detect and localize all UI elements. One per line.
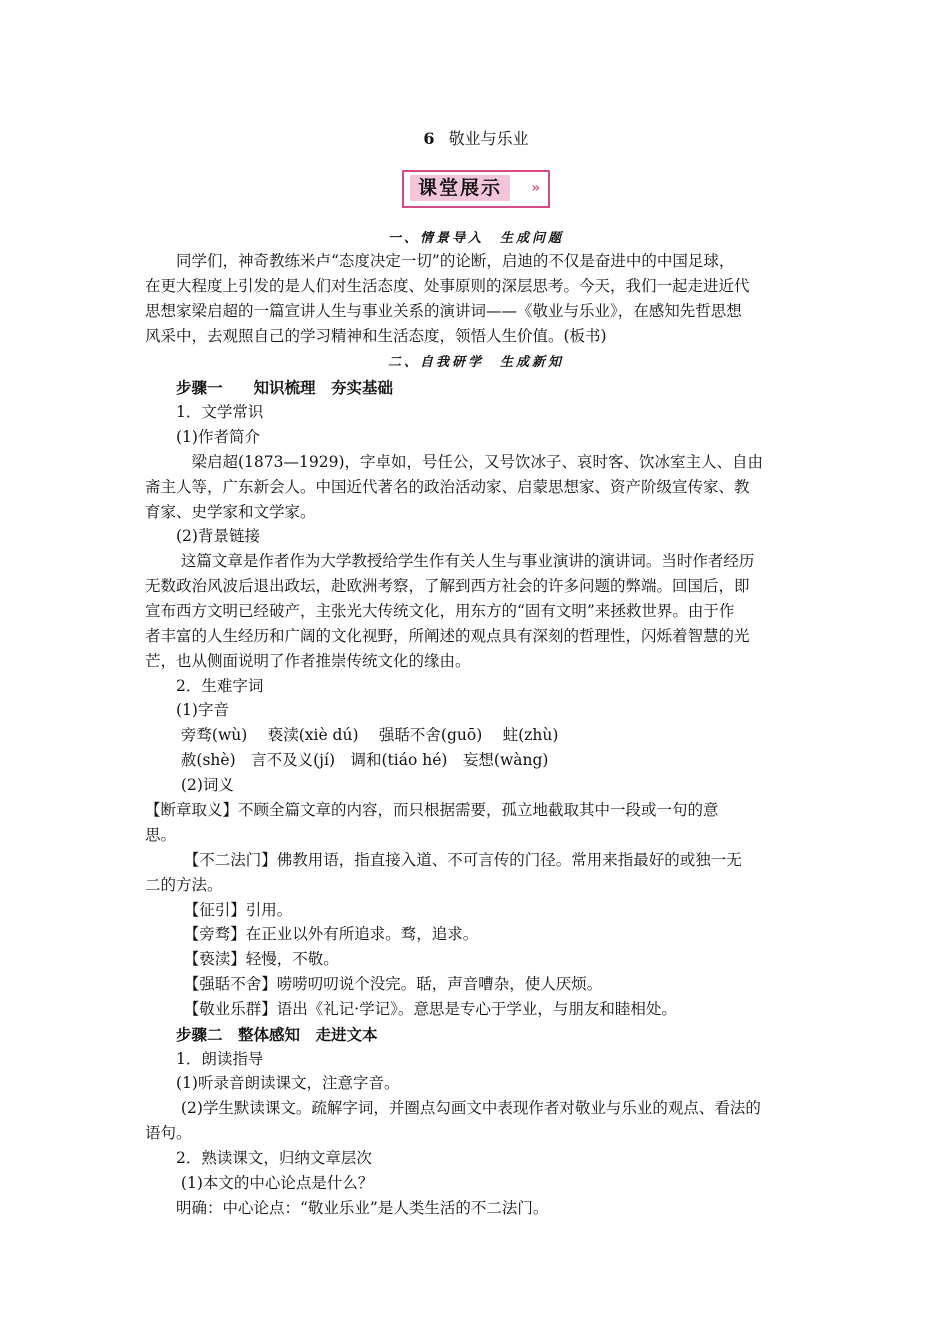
text-line: 【亵渎】轻慢，不敬。 <box>145 950 339 968</box>
pronunciation-line: 旁骛(wù) 亵渎(xiè dú) 强聒不舍(guō) 蛀(zhù) <box>145 726 559 744</box>
text-line: 这篇文章是作者作为大学教授给学生作有关人生与事业演讲的演讲词。当时作者经历 <box>145 552 755 570</box>
text-line: 语句。 <box>145 1124 192 1142</box>
text-line: 二的方法。 <box>145 876 223 894</box>
banner-label: 课堂展示 <box>410 175 510 201</box>
text-line: 思。 <box>145 826 177 844</box>
lesson-title <box>145 126 807 149</box>
text-line: 在更大程度上引发的是人们对生活态度、处事原则的深层思考。今天，我们一起走进近代 <box>145 277 750 295</box>
text-line: 明确：中心论点：“敬业乐业”是人类生活的不二法门。 <box>145 1199 549 1217</box>
text-line: 【断章取义】不顾全篇文章的内容，而只根据需要，孤立地截取其中一段或一句的意 <box>145 801 719 819</box>
text-line: 同学们，神奇教练米卢“态度决定一切”的论断，启迪的不仅是奋进中的中国足球， <box>145 252 735 270</box>
text-line: 芒，也从侧面说明了作者推崇传统文化的缘由。 <box>145 652 471 670</box>
banner-box <box>402 170 550 208</box>
pronunciation-line: 赦(shè) 言不及义(jí) 调和(tiáo hé) 妄想(wàng) <box>145 751 549 769</box>
double-arrow-icon: » <box>531 180 540 196</box>
heading-1: 一、情景导入 生成问题 <box>387 231 564 246</box>
text-line: 【征引】引用。 <box>145 901 293 919</box>
text-line: 2．熟读课文，归纳文章层次 <box>145 1149 372 1167</box>
text-line: 宣布西方文明已经破产，主张光大传统文化，用东方的“固有文明”来拯救世界。由于作 <box>145 602 735 620</box>
text-line: (1)本文的中心论点是什么？ <box>145 1174 374 1192</box>
text-line: 【不二法门】佛教用语，指直接入道、不可言传的门径。常用来指最好的或独一无 <box>145 851 742 869</box>
text-line: 【敬业乐群】语出《礼记·学记》。意思是专心于学业，与朋友和睦相处。 <box>145 1000 677 1018</box>
text-line: (1)听录音朗读课文，注意字音。 <box>145 1074 400 1092</box>
text-line: 2．生难字词 <box>145 677 264 695</box>
text-line: 思想家梁启超的一篇宣讲人生与事业关系的演讲词——《敬业与乐业》，在感知先哲思想 <box>145 302 742 320</box>
text-line: 者丰富的人生经历和广阔的文化视野，所阐述的观点具有深刻的哲理性，闪烁着智慧的光 <box>145 627 750 645</box>
text-line: 【强聒不舍】唠唠叨叨说个没完。聒，声音嘈杂，使人厌烦。 <box>145 975 603 993</box>
lesson-number: 6 <box>423 129 435 148</box>
text-line: 育家、史学家和文学家。 <box>145 503 316 521</box>
step-heading-2: 步骤二 整体感知 走进文本 <box>145 1025 378 1044</box>
text-line: 无数政治风波后退出政坛，赴欧洲考察，了解到西方社会的许多问题的弊端。回国后，即 <box>145 577 750 595</box>
text-line: 1．朗读指导 <box>145 1050 264 1068</box>
text-line: (2)词义 <box>145 776 234 794</box>
text-line: (2)学生默读课文。疏解字词，并圈点勾画文中表现作者对敬业与乐业的观点、看法的 <box>145 1099 761 1117</box>
text-line: 风采中，去观照自己的学习精神和生活态度，领悟人生价值。(板书) <box>145 327 607 345</box>
text-line: (2)背景链接 <box>145 527 260 545</box>
text-line: 梁启超(1873—1929)，字卓如，号任公，又号饮冰子、哀时客、饮冰室主人、自由 <box>145 453 763 471</box>
text-line: (1)作者简介 <box>145 428 260 446</box>
text-line: 【旁骛】在正业以外有所追求。骛，追求。 <box>145 925 479 943</box>
text-line: 1．文学常识 <box>145 403 264 421</box>
step-heading-1: 步骤一 知识梳理 夯实基础 <box>145 378 394 397</box>
lesson-name: 敬业与乐业 <box>448 129 529 148</box>
section-banner <box>145 170 807 208</box>
text-line: (1)字音 <box>145 701 229 719</box>
heading-2: 二、自我研学 生成新知 <box>387 355 564 370</box>
text-line: 斋主人等，广东新会人。中国近代著名的政治活动家、启蒙思想家、资产阶级宣传家、教 <box>145 478 750 496</box>
